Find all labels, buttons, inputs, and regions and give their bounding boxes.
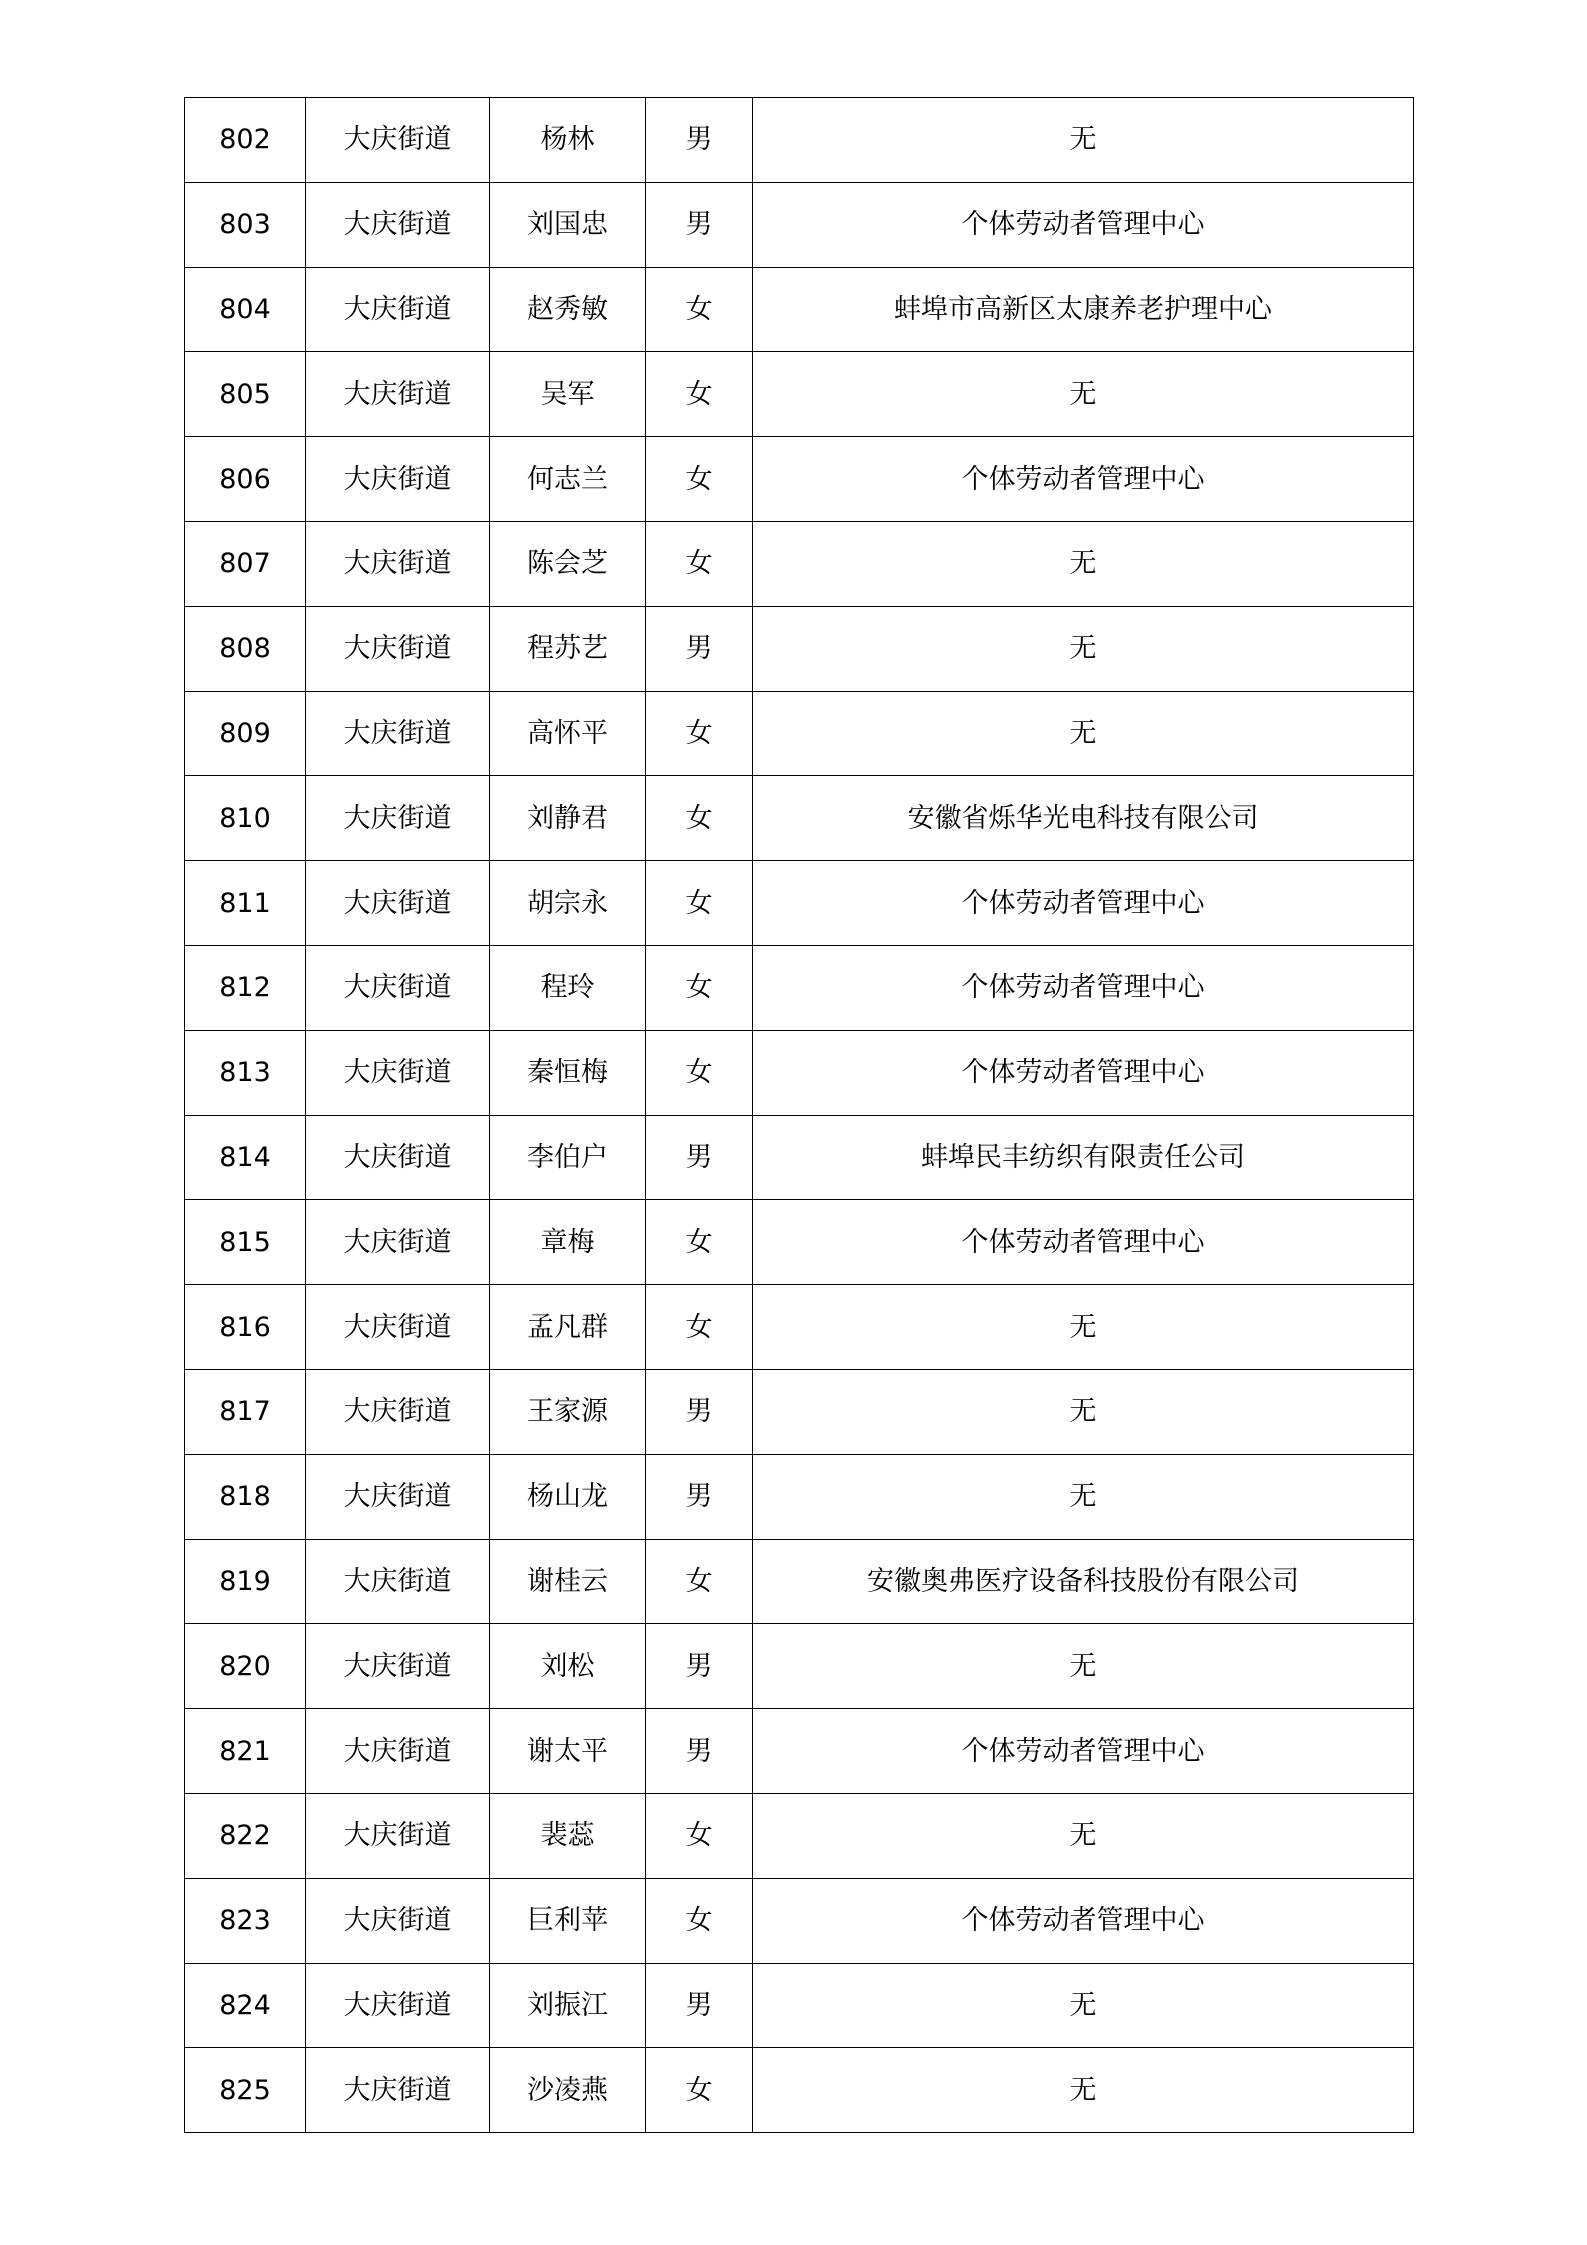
workplace-cell: 无 [753, 1369, 1414, 1454]
table-row [185, 1793, 1414, 1878]
gender-cell: 男 [646, 1709, 753, 1794]
table-row [185, 437, 1414, 522]
street-cell: 大庆街道 [306, 945, 490, 1030]
name-cell: 吴军 [490, 352, 646, 437]
gender-cell: 女 [646, 1878, 753, 1963]
street-cell: 大庆街道 [306, 267, 490, 352]
street-cell: 大庆街道 [306, 1539, 490, 1624]
table-row [185, 1454, 1414, 1539]
row-number: 815 [185, 1200, 306, 1285]
workplace-cell: 个体劳动者管理中心 [753, 1709, 1414, 1794]
gender-cell: 女 [646, 1539, 753, 1624]
row-number: 821 [185, 1709, 306, 1794]
street-cell: 大庆街道 [306, 1963, 490, 2048]
street-cell: 大庆街道 [306, 861, 490, 946]
gender-cell: 女 [646, 1030, 753, 1115]
table-row [185, 691, 1414, 776]
street-cell: 大庆街道 [306, 437, 490, 522]
table-row [185, 1878, 1414, 1963]
table-row [185, 945, 1414, 1030]
street-cell: 大庆街道 [306, 2048, 490, 2133]
street-cell: 大庆街道 [306, 521, 490, 606]
gender-cell: 女 [646, 1285, 753, 1370]
workplace-cell: 无 [753, 2048, 1414, 2133]
row-number: 824 [185, 1963, 306, 2048]
row-number: 814 [185, 1115, 306, 1200]
gender-cell: 男 [646, 1963, 753, 2048]
table-row [185, 861, 1414, 946]
gender-cell: 男 [646, 1454, 753, 1539]
table-row [185, 1369, 1414, 1454]
street-cell: 大庆街道 [306, 1624, 490, 1709]
street-cell: 大庆街道 [306, 1709, 490, 1794]
street-cell: 大庆街道 [306, 776, 490, 861]
table-row [185, 267, 1414, 352]
street-cell: 大庆街道 [306, 98, 490, 183]
table-row [185, 606, 1414, 691]
name-cell: 章梅 [490, 1200, 646, 1285]
gender-cell: 男 [646, 606, 753, 691]
workplace-cell: 无 [753, 606, 1414, 691]
gender-cell: 女 [646, 267, 753, 352]
gender-cell: 女 [646, 1200, 753, 1285]
table-row [185, 182, 1414, 267]
name-cell: 孟凡群 [490, 1285, 646, 1370]
name-cell: 裴蕊 [490, 1793, 646, 1878]
gender-cell: 女 [646, 521, 753, 606]
row-number: 812 [185, 945, 306, 1030]
table-row [185, 1709, 1414, 1794]
name-cell: 高怀平 [490, 691, 646, 776]
workplace-cell: 无 [753, 521, 1414, 606]
workplace-cell: 无 [753, 1454, 1414, 1539]
table-row [185, 98, 1414, 183]
name-cell: 刘松 [490, 1624, 646, 1709]
name-cell: 何志兰 [490, 437, 646, 522]
name-cell: 李伯户 [490, 1115, 646, 1200]
row-number: 825 [185, 2048, 306, 2133]
table-row [185, 1115, 1414, 1200]
name-cell: 秦恒梅 [490, 1030, 646, 1115]
street-cell: 大庆街道 [306, 1369, 490, 1454]
workplace-cell: 蚌埠民丰纺织有限责任公司 [753, 1115, 1414, 1200]
gender-cell: 女 [646, 1793, 753, 1878]
name-cell: 胡宗永 [490, 861, 646, 946]
row-number: 803 [185, 182, 306, 267]
table-row [185, 1030, 1414, 1115]
row-number: 816 [185, 1285, 306, 1370]
street-cell: 大庆街道 [306, 691, 490, 776]
workplace-cell: 个体劳动者管理中心 [753, 182, 1414, 267]
name-cell: 杨山龙 [490, 1454, 646, 1539]
name-cell: 程玲 [490, 945, 646, 1030]
row-number: 822 [185, 1793, 306, 1878]
gender-cell: 男 [646, 1369, 753, 1454]
row-number: 807 [185, 521, 306, 606]
roster-body [185, 98, 1414, 2133]
name-cell: 赵秀敏 [490, 267, 646, 352]
name-cell: 王家源 [490, 1369, 646, 1454]
gender-cell: 男 [646, 1624, 753, 1709]
roster-table [184, 97, 1414, 2133]
name-cell: 刘振江 [490, 1963, 646, 2048]
row-number: 806 [185, 437, 306, 522]
workplace-cell: 个体劳动者管理中心 [753, 861, 1414, 946]
row-number: 808 [185, 606, 306, 691]
street-cell: 大庆街道 [306, 1285, 490, 1370]
table-row [185, 1624, 1414, 1709]
name-cell: 杨林 [490, 98, 646, 183]
row-number: 809 [185, 691, 306, 776]
workplace-cell: 个体劳动者管理中心 [753, 1200, 1414, 1285]
name-cell: 沙凌燕 [490, 2048, 646, 2133]
row-number: 811 [185, 861, 306, 946]
street-cell: 大庆街道 [306, 1115, 490, 1200]
street-cell: 大庆街道 [306, 1454, 490, 1539]
workplace-cell: 无 [753, 1285, 1414, 1370]
gender-cell: 女 [646, 437, 753, 522]
gender-cell: 女 [646, 2048, 753, 2133]
table-row [185, 1539, 1414, 1624]
name-cell: 陈会芝 [490, 521, 646, 606]
workplace-cell: 蚌埠市高新区太康养老护理中心 [753, 267, 1414, 352]
row-number: 802 [185, 98, 306, 183]
street-cell: 大庆街道 [306, 1878, 490, 1963]
name-cell: 程苏艺 [490, 606, 646, 691]
street-cell: 大庆街道 [306, 1200, 490, 1285]
gender-cell: 男 [646, 98, 753, 183]
table-row [185, 1963, 1414, 2048]
street-cell: 大庆街道 [306, 1030, 490, 1115]
name-cell: 刘静君 [490, 776, 646, 861]
row-number: 823 [185, 1878, 306, 1963]
workplace-cell: 个体劳动者管理中心 [753, 437, 1414, 522]
table-row [185, 776, 1414, 861]
row-number: 818 [185, 1454, 306, 1539]
row-number: 805 [185, 352, 306, 437]
street-cell: 大庆街道 [306, 352, 490, 437]
table-row [185, 2048, 1414, 2133]
workplace-cell: 安徽奥弗医疗设备科技股份有限公司 [753, 1539, 1414, 1624]
street-cell: 大庆街道 [306, 606, 490, 691]
gender-cell: 女 [646, 691, 753, 776]
street-cell: 大庆街道 [306, 1793, 490, 1878]
workplace-cell: 无 [753, 1963, 1414, 2048]
workplace-cell: 个体劳动者管理中心 [753, 1878, 1414, 1963]
row-number: 819 [185, 1539, 306, 1624]
gender-cell: 男 [646, 182, 753, 267]
gender-cell: 男 [646, 1115, 753, 1200]
name-cell: 巨利苹 [490, 1878, 646, 1963]
row-number: 820 [185, 1624, 306, 1709]
workplace-cell: 无 [753, 98, 1414, 183]
workplace-cell: 无 [753, 1624, 1414, 1709]
workplace-cell: 无 [753, 1793, 1414, 1878]
workplace-cell: 安徽省烁华光电科技有限公司 [753, 776, 1414, 861]
workplace-cell: 个体劳动者管理中心 [753, 945, 1414, 1030]
gender-cell: 女 [646, 861, 753, 946]
street-cell: 大庆街道 [306, 182, 490, 267]
table-row [185, 1200, 1414, 1285]
name-cell: 谢太平 [490, 1709, 646, 1794]
gender-cell: 女 [646, 776, 753, 861]
name-cell: 刘国忠 [490, 182, 646, 267]
workplace-cell: 个体劳动者管理中心 [753, 1030, 1414, 1115]
row-number: 817 [185, 1369, 306, 1454]
row-number: 810 [185, 776, 306, 861]
row-number: 813 [185, 1030, 306, 1115]
table-row [185, 352, 1414, 437]
table-row [185, 521, 1414, 606]
workplace-cell: 无 [753, 691, 1414, 776]
name-cell: 谢桂云 [490, 1539, 646, 1624]
gender-cell: 女 [646, 352, 753, 437]
row-number: 804 [185, 267, 306, 352]
gender-cell: 女 [646, 945, 753, 1030]
table-row [185, 1285, 1414, 1370]
workplace-cell: 无 [753, 352, 1414, 437]
